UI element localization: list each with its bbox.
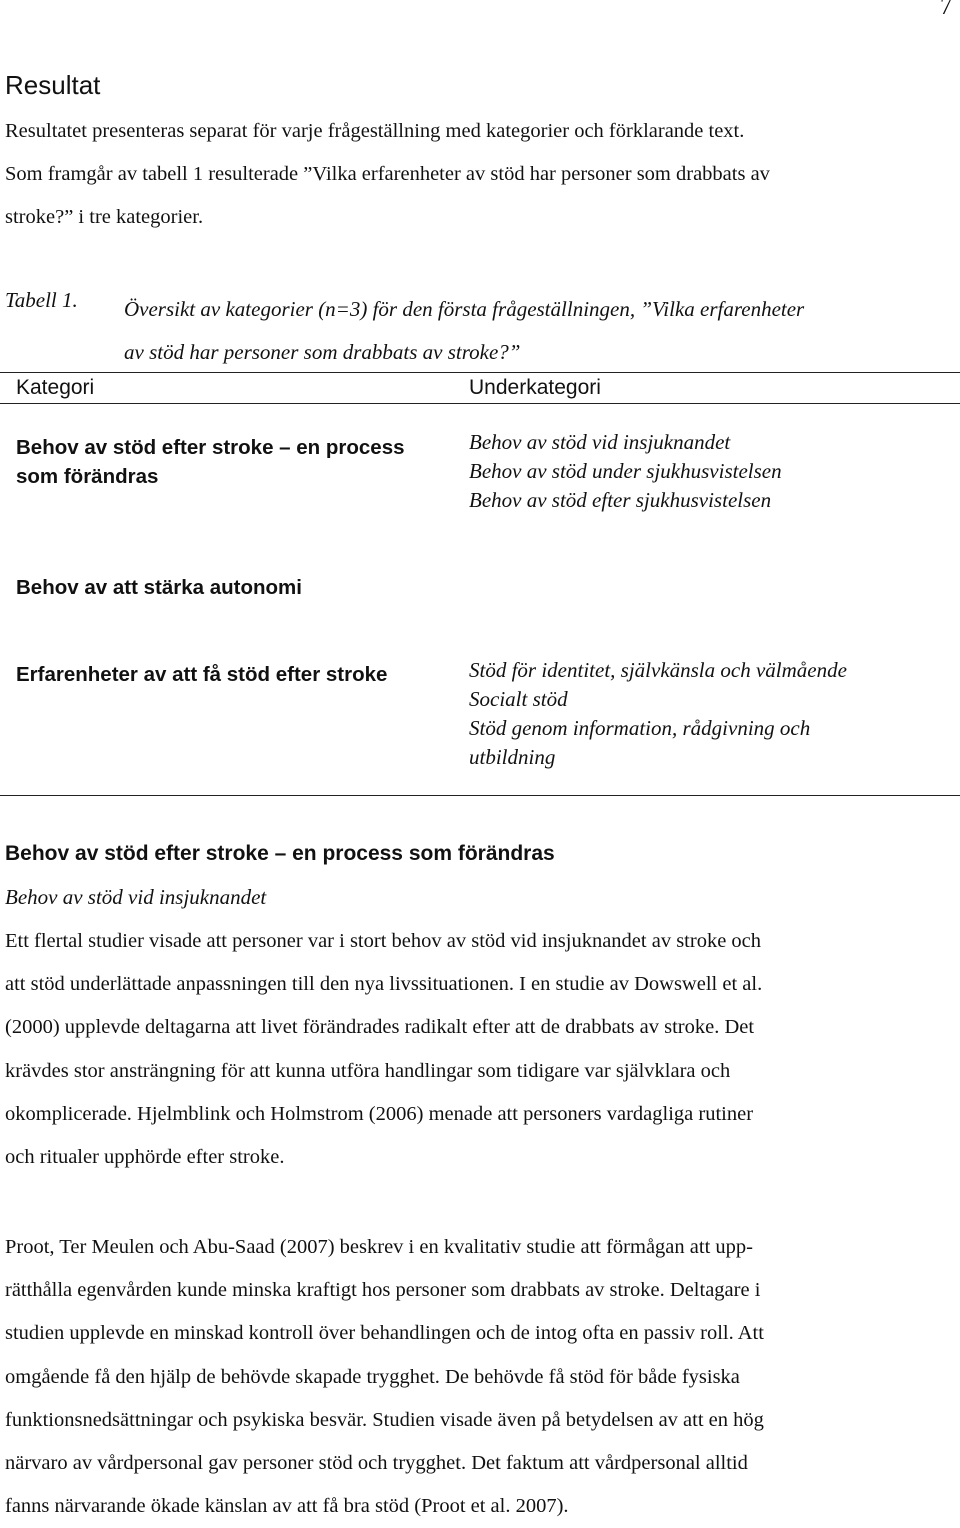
table-row-category: [16, 433, 405, 491]
body-paragraph: [5, 1226, 940, 1528]
table-caption-label: Tabell 1.: [5, 288, 78, 312]
subcategory-item: Behov av stöd vid insjuknandet: [469, 430, 731, 454]
text-line: fanns närvarande ökade känslan av att få bra stöd (Proot et al. 2007).: [5, 1495, 569, 1518]
text-line: okomplicerade. Hjelmblink och Holmstrom (2006) menade att personers vardagliga rutiner: [5, 1102, 754, 1125]
text-line: studien upplevde en minskad kontroll över behandlingen och de intog ofta en passiv roll. Att: [5, 1322, 764, 1345]
text-line: funktionsnedsättningar och psykiska besvär. Studien visade även på betydelsen av att en hög: [5, 1408, 764, 1431]
subcategory-item: Behov av stöd efter sjukhusvistelsen: [469, 488, 772, 512]
subcategory-item: Stöd genom information, rådgivning och: [469, 716, 811, 740]
text-line: Proot, Ter Meulen och Abu-Saad (2007) beskrev i en kvalitativ studie att förmågan att upp-: [5, 1236, 753, 1258]
subsection-title: Behov av stöd vid insjuknandet: [5, 885, 267, 909]
text-line: krävdes stor ansträngning för att kunna utföra handlingar som tidigare var självklara och: [5, 1059, 731, 1082]
text-line: stroke?” i tre kategorier.: [5, 206, 204, 229]
subcategory-item: Stöd för identitet, självkänsla och välmående: [469, 658, 847, 682]
page-number: 7: [940, 0, 952, 20]
section-title: Behov av stöd efter stroke – en process som förändras: [5, 842, 555, 865]
table-row-subcategories: [469, 656, 847, 772]
intro-paragraph: [5, 110, 940, 240]
table-bottom-rule: [0, 795, 960, 796]
text-line: omgående få den hjälp de behövde skapade trygghet. De behövde få stöd för både fysiska: [5, 1365, 740, 1388]
page-heading: Resultat: [5, 70, 101, 100]
text-line: (2000) upplevde deltagarna att livet förändrades radikalt efter att de drabbats av stroke. Det: [5, 1016, 755, 1039]
text-line: Ett flertal studier visade att personer var i stort behov av stöd vid insjuknandet av stroke och: [5, 930, 762, 952]
table-caption: [124, 288, 804, 374]
text-line: rätthålla egenvården kunde minska kraftigt hos personer som drabbats av stroke. Deltagare i: [5, 1279, 761, 1302]
text-line: Resultatet presenteras separat för varje frågeställning med kategorier och förklarande text.: [5, 120, 745, 142]
category-line: som förändras: [16, 465, 159, 488]
category-line: Behov av stöd efter stroke – en process: [16, 436, 405, 459]
subcategory-item: utbildning: [469, 745, 556, 769]
caption-line: av stöd har personer som drabbats av stroke?”: [124, 340, 521, 364]
body-paragraph: [5, 920, 940, 1179]
table-top-rule: [0, 372, 960, 373]
text-line: Som framgår av tabell 1 resulterade ”Vilka erfarenheter av stöd har personer som drabbats av: [5, 163, 770, 186]
caption-line: Översikt av kategorier (n=3) för den första frågeställningen, ”Vilka erfarenheter: [124, 297, 805, 321]
table-row-category: [16, 573, 302, 602]
subcategory-item: Behov av stöd under sjukhusvistelsen: [469, 459, 782, 483]
subcategory-item: Socialt stöd: [469, 687, 568, 711]
table-row-category: [16, 660, 387, 689]
table-header-rule: [0, 403, 960, 404]
table-header-subcategory: Underkategori: [469, 376, 601, 399]
text-line: närvaro av vårdpersonal gav personer stöd och trygghet. Det faktum att vårdpersonal alltid: [5, 1452, 748, 1475]
table-header-category: Kategori: [16, 376, 95, 399]
table-row-subcategories: [469, 428, 782, 515]
text-line: att stöd underlättade anpassningen till den nya livssituationen. I en studie av Dowswell et al.: [5, 973, 763, 996]
text-line: och ritualer upphörde efter stroke.: [5, 1146, 285, 1169]
category-line: Erfarenheter av att få stöd efter stroke: [16, 663, 388, 686]
category-line: Behov av att stärka autonomi: [16, 576, 302, 599]
